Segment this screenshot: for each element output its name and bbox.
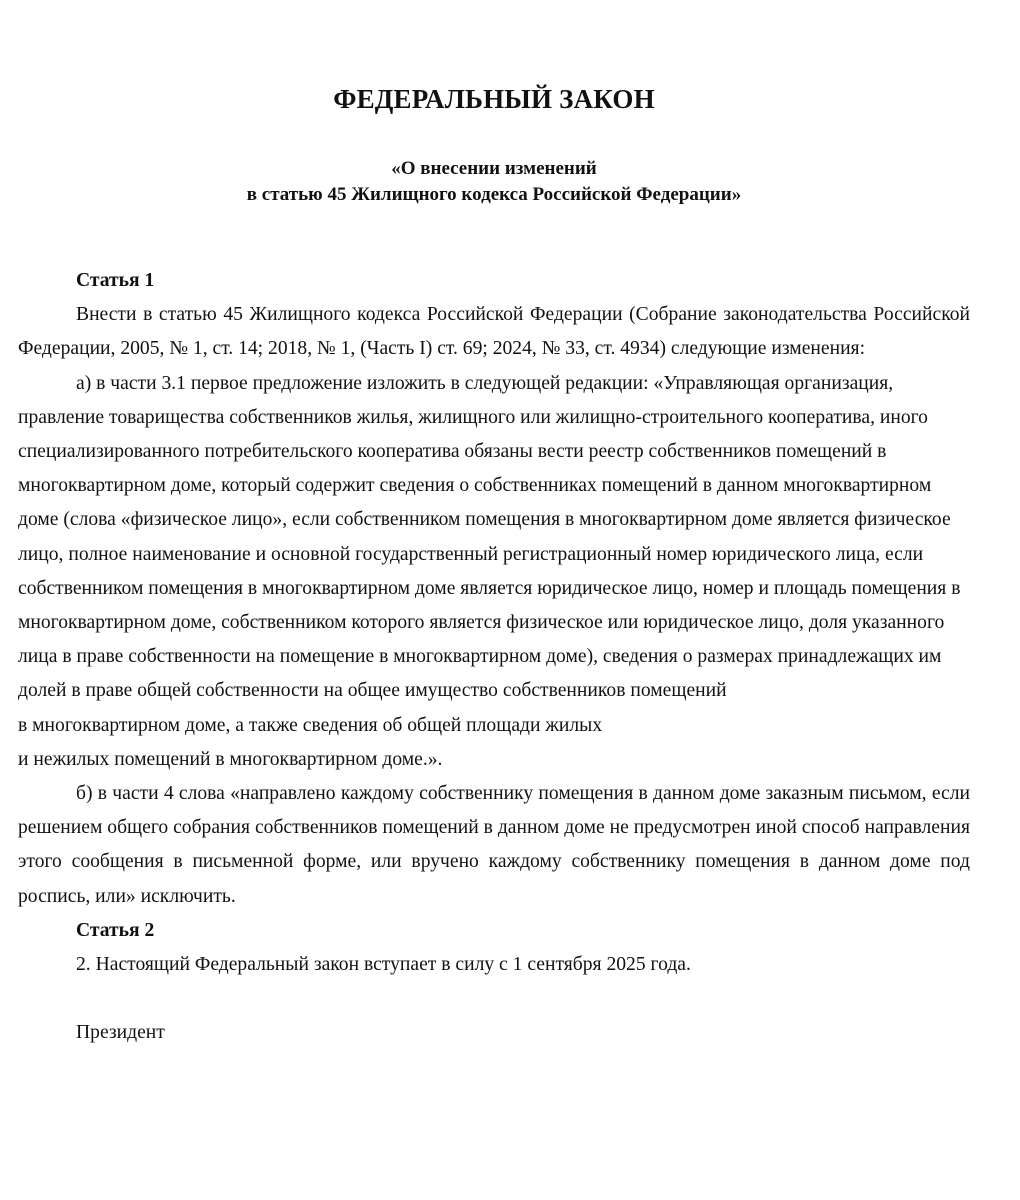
document-body <box>18 264 970 1050</box>
article-2-heading: Статья 2 <box>76 919 155 941</box>
signature-label: Президент <box>76 1022 165 1044</box>
article-1-item-b: б) в части 4 слова «направлено каждому собственнику помещения в данном доме заказным письмом, если решением общего собрания собственников помещений в данном доме не предусмотрен иной способ направления этого сообщения в письменной форме, или вручено каждому собственнику помещения в данном доме под роспись, или» исключить. <box>18 783 970 907</box>
subtitle-line-2: в статью 45 Жилищного кодекса Российской Федерации» <box>246 184 742 205</box>
article-2-text: 2. Настоящий Федеральный закон вступает в силу с 1 сентября 2025 года. <box>76 954 691 976</box>
spacer <box>18 982 970 1016</box>
article-1-item-a-line-3: и нежилых помещений в многоквартирном доме.». <box>18 748 443 770</box>
article-1-heading: Статья 1 <box>76 270 155 291</box>
document-title: ФЕДЕРАЛЬНЫЙ ЗАКОН <box>333 84 655 114</box>
document-subtitle <box>18 156 970 208</box>
subtitle-line-1: «О внесении изменений <box>391 158 597 179</box>
article-1-item-a-line-2: в многоквартирном доме, а также сведения об общей площади жилых <box>18 714 603 736</box>
article-1-item-a: а) в части 3.1 первое предложение изложить в следующей редакции: «Управляющая организация, правление товарищества собственников жилья, жилищного или жилищно-строительного кооператива, иного специализированного потребительского кооператива обязаны вести реестр собственников помещений в многоквартирном доме, который содержит сведения о собственниках помещений в данном многоквартирном доме (слова «физическое лицо», если собственником помещения в многоквартирном доме является физическое лицо, полное наименование и основной государственный регистрационный номер юридического лица, если собственником помещения в многоквартирном доме является юридическое лицо, номер и площадь помещения в многоквартирном доме, собственником которого является физическое или юридическое лицо, доля указанного лица в праве собственности на помещение в многоквартирном доме), сведения о размерах принадлежащих им долей в праве общей собственности на общее имущество собственников помещений <box>18 372 961 702</box>
article-1-intro: Внести в статью 45 Жилищного кодекса Российской Федерации (Собрание законодательства Российской Федерации, 2005, № 1, ст. 14; 2018, № 1, (Часть I) ст. 69; 2024, № 33, ст. 4934) следующие изменения: <box>18 304 970 360</box>
